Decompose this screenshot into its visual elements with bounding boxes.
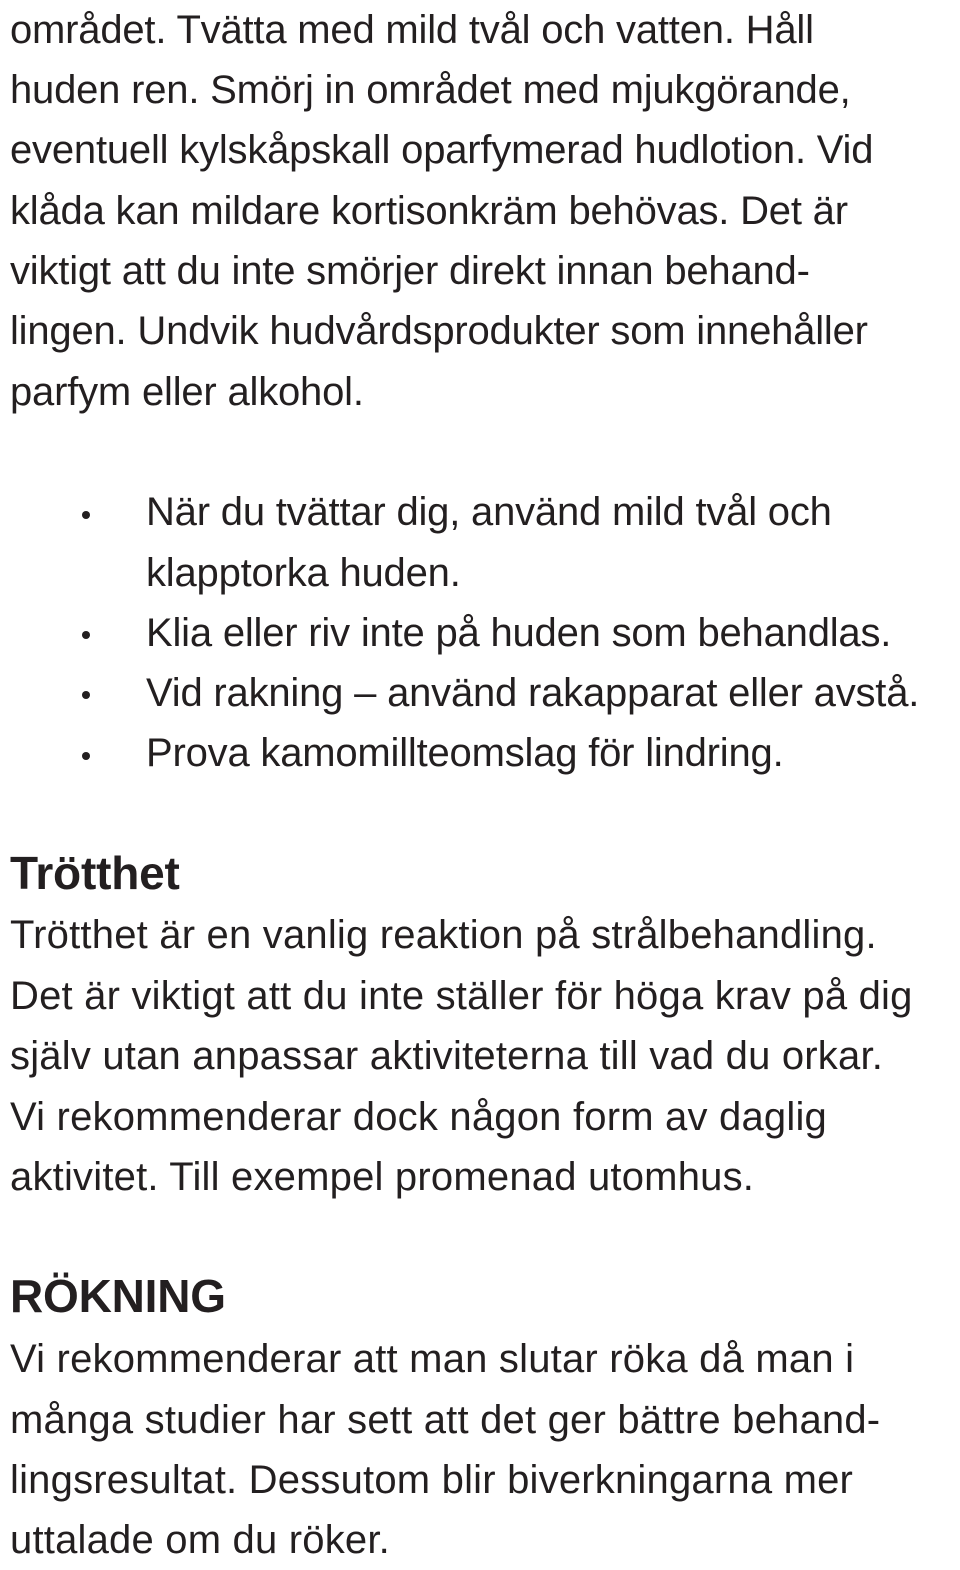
text-line: lingen. Undvik hudvårdsprodukter som innehåller xyxy=(10,309,868,353)
bullet-icon xyxy=(82,631,90,639)
bullet-icon xyxy=(82,691,90,699)
list-item-text: klapptorka huden. xyxy=(146,551,461,595)
text-line: själv utan anpassar aktiviteterna till vad du orkar. xyxy=(10,1034,884,1078)
text-line: klåda kan mildare kortisonkräm behövas. Det är xyxy=(10,189,848,233)
bullet-icon xyxy=(82,752,90,760)
text-line: eventuell kylskåpskall oparfymerad hudlotion. Vid xyxy=(10,128,874,172)
list-item-text: Prova kamomillteomslag för lindring. xyxy=(146,731,784,775)
text-line: huden ren. Smörj in området med mjukgörande, xyxy=(10,68,851,112)
list-item-text: Vid rakning – använd rakapparat eller avstå. xyxy=(146,671,920,715)
text-line: aktivitet. Till exempel promenad utomhus. xyxy=(10,1155,755,1199)
text-line: viktigt att du inte smörjer direkt innan behand- xyxy=(10,249,810,293)
text-line: uttalade om du röker. xyxy=(10,1518,390,1562)
list-item-text: När du tvättar dig, använd mild tvål och xyxy=(146,490,832,534)
list-item-text: Klia eller riv inte på huden som behandlas. xyxy=(146,611,892,655)
text-line: parfym eller alkohol. xyxy=(10,370,364,414)
bullet-icon xyxy=(82,511,90,519)
text-line: lingsresultat. Dessutom blir biverkningarna mer xyxy=(10,1458,854,1502)
text-line: Det är viktigt att du inte ställer för höga krav på dig xyxy=(10,974,913,1018)
text-line: många studier har sett att det ger bättre behand- xyxy=(10,1398,881,1442)
text-line: Vi rekommenderar att man slutar röka då man i xyxy=(10,1337,855,1381)
text-line: området. Tvätta med mild tvål och vatten. Håll xyxy=(10,8,814,52)
section-heading: Trötthet xyxy=(10,847,180,899)
text-line: Vi rekommenderar dock någon form av daglig xyxy=(10,1095,827,1139)
section-heading: RÖKNING xyxy=(10,1270,226,1322)
text-line: Trötthet är en vanlig reaktion på strålbehandling. xyxy=(10,913,877,957)
